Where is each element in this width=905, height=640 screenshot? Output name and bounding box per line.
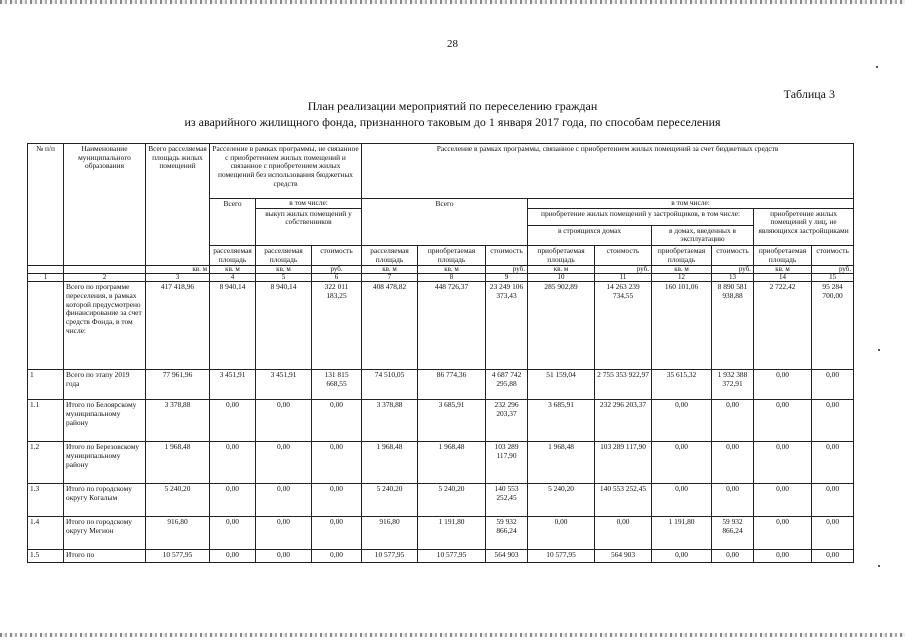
table-row	[28, 400, 854, 442]
table-row	[28, 442, 854, 484]
value-cell: 3 451,91	[256, 370, 312, 400]
value-cell: 0,00	[754, 442, 812, 484]
value-cell: 140 553 252,45	[595, 484, 652, 517]
header-row-1	[28, 144, 854, 199]
value-cell: 0,00	[652, 400, 712, 442]
column-number-row	[28, 274, 854, 282]
row-number: 1.1	[28, 400, 64, 442]
value-cell: 0,00	[595, 517, 652, 550]
value-cell: 14 263 239 734,55	[595, 282, 652, 370]
b-incl-header: в том числе:	[528, 199, 854, 209]
municipality-name: Итого по городскому округу Мегион	[64, 517, 146, 550]
group-header-budget: Расселение в рамках программы, связанное с приобретением жилых помещений за счет бюджетных средств	[362, 144, 854, 199]
table-body	[28, 282, 854, 563]
value-cell: 10 577,95	[146, 550, 210, 563]
municipality-name: Всего по программе переселения, в рамках которой предусмотрено финансирование за счет средств Фонда, в том числе:	[64, 282, 146, 370]
value-cell: 5 240,20	[528, 484, 595, 517]
value-cell: 103 289 117,90	[486, 442, 528, 484]
table-row	[28, 550, 854, 563]
unit-rub: руб.	[812, 266, 854, 274]
value-cell: 0,00	[712, 484, 754, 517]
value-cell: 10 577,95	[418, 550, 486, 563]
value-cell: 0,00	[812, 550, 854, 563]
subheader-cost: стоимость	[312, 245, 362, 265]
value-cell: 0,00	[712, 400, 754, 442]
value-cell: 0,00	[210, 550, 256, 563]
subheader-cost: стоимость	[812, 245, 854, 265]
value-cell: 5 240,20	[418, 484, 486, 517]
column-number: 7	[362, 274, 418, 282]
column-number: 11	[595, 274, 652, 282]
unit-rub: руб.	[595, 266, 652, 274]
b-total-header: Всего	[362, 199, 528, 246]
page-number: 28	[447, 38, 458, 50]
value-cell: 95 284 700,00	[812, 282, 854, 370]
value-cell: 8 890 581 938,88	[712, 282, 754, 370]
value-cell: 4 687 742 295,88	[486, 370, 528, 400]
scan-top-edge	[0, 0, 905, 4]
municipality-name: Итого по Белоярскому муниципальному району	[64, 400, 146, 442]
value-cell: 1 968,48	[528, 442, 595, 484]
subheader-resettled-area: расселяемая площадь	[256, 245, 312, 265]
value-cell: 5 240,20	[362, 484, 418, 517]
value-cell: 0,00	[256, 400, 312, 442]
value-cell: 0,00	[754, 550, 812, 563]
value-cell: 3 378,88	[146, 400, 210, 442]
municipality-name: Всего по этапу 2019 года	[64, 370, 146, 400]
subheader-acquired-area: приобретаемая площадь	[652, 245, 712, 265]
table-row	[28, 282, 854, 370]
row-number: 1.2	[28, 442, 64, 484]
column-number: 12	[652, 274, 712, 282]
value-cell: 10 577,95	[528, 550, 595, 563]
value-cell: 3 685,91	[528, 400, 595, 442]
a-incl-header: в том числе:	[256, 199, 362, 209]
value-cell: 0,00	[312, 484, 362, 517]
col-header-total-area: Всего расселяемая площадь жилых помещений	[146, 144, 210, 266]
value-cell: 0,00	[312, 550, 362, 563]
value-cell: 232 296 203,37	[486, 400, 528, 442]
document-subtitle: из аварийного жилищного фонда, признанного таковым до 1 января 2017 года, по способам переселения	[184, 115, 721, 129]
value-cell: 86 774,36	[418, 370, 486, 400]
row-number	[28, 282, 64, 370]
value-cell: 35 615,32	[652, 370, 712, 400]
subheader-cost: стоимость	[595, 245, 652, 265]
value-cell: 0,00	[652, 442, 712, 484]
value-cell: 0,00	[812, 370, 854, 400]
value-cell: 1 191,80	[652, 517, 712, 550]
scan-speck	[878, 349, 880, 351]
value-cell: 0,00	[210, 400, 256, 442]
value-cell: 77 961,96	[146, 370, 210, 400]
value-cell: 916,80	[362, 517, 418, 550]
value-cell: 448 726,37	[418, 282, 486, 370]
subheader-resettled-area: расселяемая площадь	[362, 245, 418, 265]
value-cell: 408 478,82	[362, 282, 418, 370]
unit-m2: кв. м	[528, 266, 595, 274]
value-cell: 0,00	[256, 484, 312, 517]
row-number: 1.3	[28, 484, 64, 517]
column-number: 8	[418, 274, 486, 282]
value-cell: 131 815 668,55	[312, 370, 362, 400]
column-number: 3	[146, 274, 210, 282]
unit-rub: руб.	[312, 266, 362, 274]
value-cell: 285 902,89	[528, 282, 595, 370]
b-individuals-header: приобретение жилых помещений у лиц, не являющихся застройщиками	[754, 208, 854, 245]
unit-m2: кв. м	[754, 266, 812, 274]
a-buyout-header: выкуп жилых помещений у собственников	[256, 208, 362, 245]
subheader-cost: стоимость	[712, 245, 754, 265]
value-cell: 232 296 203,37	[595, 400, 652, 442]
resettlement-plan-table	[27, 143, 854, 563]
value-cell: 1 968,48	[362, 442, 418, 484]
subheader-resettled-area: расселяемая площадь	[210, 245, 256, 265]
value-cell: 3 451,91	[210, 370, 256, 400]
scan-speck	[876, 66, 878, 68]
value-cell: 0,00	[754, 400, 812, 442]
col-header-np: № п/п	[28, 144, 64, 266]
units-cell	[28, 266, 64, 274]
b-commissioned-header: в домах, введенных в эксплуатацию	[652, 225, 754, 245]
value-cell: 0,00	[712, 442, 754, 484]
value-cell: 0,00	[754, 517, 812, 550]
column-number: 9	[486, 274, 528, 282]
value-cell: 1 191,80	[418, 517, 486, 550]
scan-speck	[878, 565, 880, 567]
b-developers-header: приобретение жилых помещений у застройщиков, в том числе:	[528, 208, 754, 225]
value-cell: 0,00	[312, 400, 362, 442]
unit-rub: руб.	[486, 266, 528, 274]
value-cell: 8 940,14	[256, 282, 312, 370]
value-cell: 2 722,42	[754, 282, 812, 370]
scan-bottom-edge	[0, 633, 905, 637]
value-cell: 0,00	[256, 442, 312, 484]
value-cell: 0,00	[256, 517, 312, 550]
value-cell: 0,00	[712, 550, 754, 563]
table-label: Таблица 3	[783, 87, 835, 101]
unit-m2: кв. м	[652, 266, 712, 274]
column-number: 2	[64, 274, 146, 282]
value-cell: 3 378,88	[362, 400, 418, 442]
table-row	[28, 370, 854, 400]
column-number: 15	[812, 274, 854, 282]
value-cell: 0,00	[210, 484, 256, 517]
value-cell: 0,00	[754, 370, 812, 400]
value-cell: 417 418,96	[146, 282, 210, 370]
column-number: 4	[210, 274, 256, 282]
value-cell: 1 968,48	[418, 442, 486, 484]
value-cell: 564 903	[595, 550, 652, 563]
table-row	[28, 484, 854, 517]
municipality-name: Итого по городскому округу Когалым	[64, 484, 146, 517]
value-cell: 0,00	[210, 442, 256, 484]
unit-m2: кв. м	[418, 266, 486, 274]
value-cell: 59 932 866,24	[486, 517, 528, 550]
unit-rub: руб.	[712, 266, 754, 274]
value-cell: 322 011 183,25	[312, 282, 362, 370]
value-cell: 74 510,05	[362, 370, 418, 400]
units-row	[28, 266, 854, 274]
column-number: 14	[754, 274, 812, 282]
value-cell: 2 755 353 922,97	[595, 370, 652, 400]
table-row	[28, 517, 854, 550]
document-title: План реализации мероприятий по переселению граждан	[307, 99, 598, 113]
municipality-name: Итого по	[64, 550, 146, 563]
column-number: 5	[256, 274, 312, 282]
subheader-acquired-area: приобретаемая площадь	[754, 245, 812, 265]
value-cell: 0,00	[812, 442, 854, 484]
value-cell: 0,00	[652, 484, 712, 517]
value-cell: 59 932 866,24	[712, 517, 754, 550]
subheader-cost: стоимость	[486, 245, 528, 265]
value-cell: 3 685,91	[418, 400, 486, 442]
value-cell: 51 159,04	[528, 370, 595, 400]
unit-m2: кв. м	[256, 266, 312, 274]
value-cell: 564 903	[486, 550, 528, 563]
row-number: 1.5	[28, 550, 64, 563]
unit-m2: кв. м	[146, 266, 210, 274]
group-header-without-budget: Расселение в рамках программы, не связанное с приобретением жилых помещений и связанное с приобретением жилых помещений без использования бюджетных средств	[210, 144, 362, 199]
value-cell: 1 968,48	[146, 442, 210, 484]
value-cell: 1 932 388 372,91	[712, 370, 754, 400]
unit-m2: кв. м	[362, 266, 418, 274]
value-cell: 0,00	[812, 484, 854, 517]
value-cell: 23 249 106 373,43	[486, 282, 528, 370]
value-cell: 0,00	[754, 484, 812, 517]
value-cell: 8 940,14	[210, 282, 256, 370]
units-cell	[64, 266, 146, 274]
a-total-header: Всего	[210, 199, 256, 246]
value-cell: 916,80	[146, 517, 210, 550]
col-header-name: Наименование муниципального образования	[64, 144, 146, 266]
value-cell: 0,00	[812, 517, 854, 550]
column-number: 10	[528, 274, 595, 282]
b-construction-header: в строящихся домах	[528, 225, 652, 245]
value-cell: 0,00	[652, 550, 712, 563]
value-cell: 0,00	[312, 517, 362, 550]
value-cell: 0,00	[210, 517, 256, 550]
column-number: 1	[28, 274, 64, 282]
row-number: 1.4	[28, 517, 64, 550]
value-cell: 160 101,06	[652, 282, 712, 370]
value-cell: 0,00	[812, 400, 854, 442]
value-cell: 0,00	[312, 442, 362, 484]
value-cell: 5 240,20	[146, 484, 210, 517]
value-cell: 0,00	[528, 517, 595, 550]
row-number: 1	[28, 370, 64, 400]
column-number: 13	[712, 274, 754, 282]
value-cell: 10 577,95	[362, 550, 418, 563]
subheader-acquired-area: приобретаемая площадь	[418, 245, 486, 265]
value-cell: 140 553 252,45	[486, 484, 528, 517]
column-number: 6	[312, 274, 362, 282]
unit-m2: кв. м	[210, 266, 256, 274]
value-cell: 103 289 117,90	[595, 442, 652, 484]
municipality-name: Итого по Березовскому муниципальному району	[64, 442, 146, 484]
value-cell: 0,00	[256, 550, 312, 563]
subheader-acquired-area: приобретаемая площадь	[528, 245, 595, 265]
